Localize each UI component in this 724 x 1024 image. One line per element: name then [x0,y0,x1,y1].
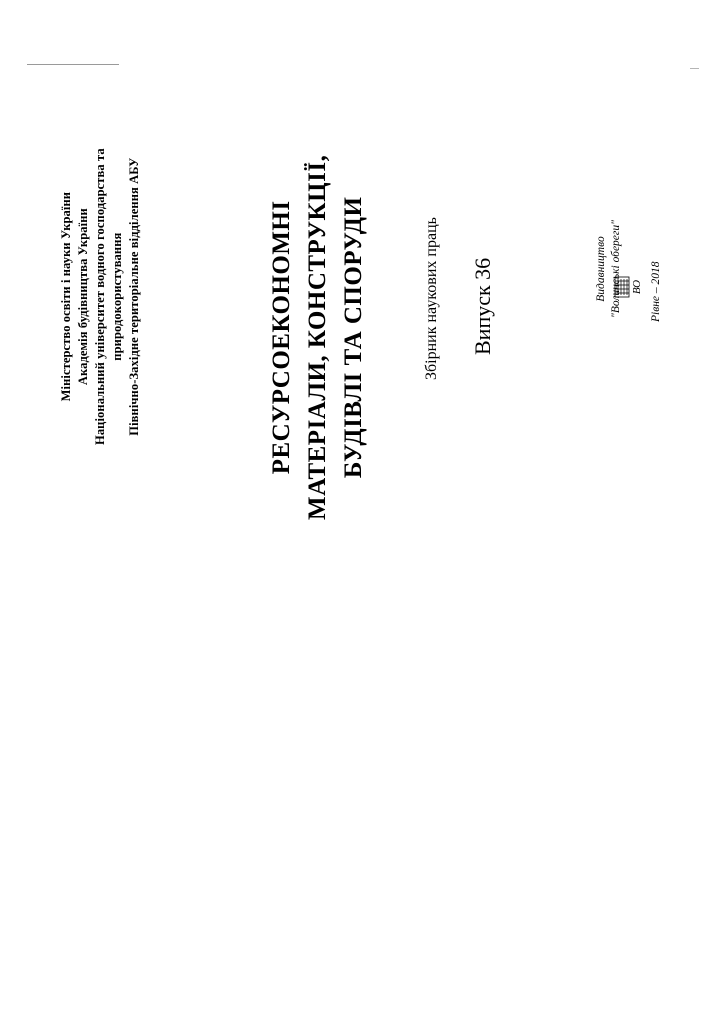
imprint-place-year: Рівне – 2018 [650,261,662,322]
title-line-2: МАТЕРІАЛИ, КОНСТРУКЦІЇ, [304,154,331,520]
scan-mark-top-left [27,64,119,65]
issue-number: Випуск 36 [470,257,495,355]
subtitle: Збірник наукових праць [423,217,440,380]
svg-text:ВО: ВО [631,279,643,295]
affiliation-line-1: Міністерство освіти і науки України [59,191,73,402]
title-line-3: БУДІВЛІ ТА СПОРУДИ [340,196,367,479]
affiliation-block [58,148,143,445]
title-line-1: РЕСУРСОЕКОНОМНІ [268,200,295,475]
publisher-label: Видавництво [595,236,607,302]
scan-mark-top-right [690,68,699,69]
affiliation-line-3: Національний університет водного господарства та [93,148,107,445]
affiliation-line-5: Північно-Західне територіальне відділення АБУ [127,157,141,436]
affiliation-line-4: природокористування [110,232,124,361]
publisher-block [594,220,624,318]
page-title [264,155,372,520]
affiliation-line-2: Академія будівництва України [76,208,90,386]
publisher-name: "Волинські обереги" [610,220,622,318]
